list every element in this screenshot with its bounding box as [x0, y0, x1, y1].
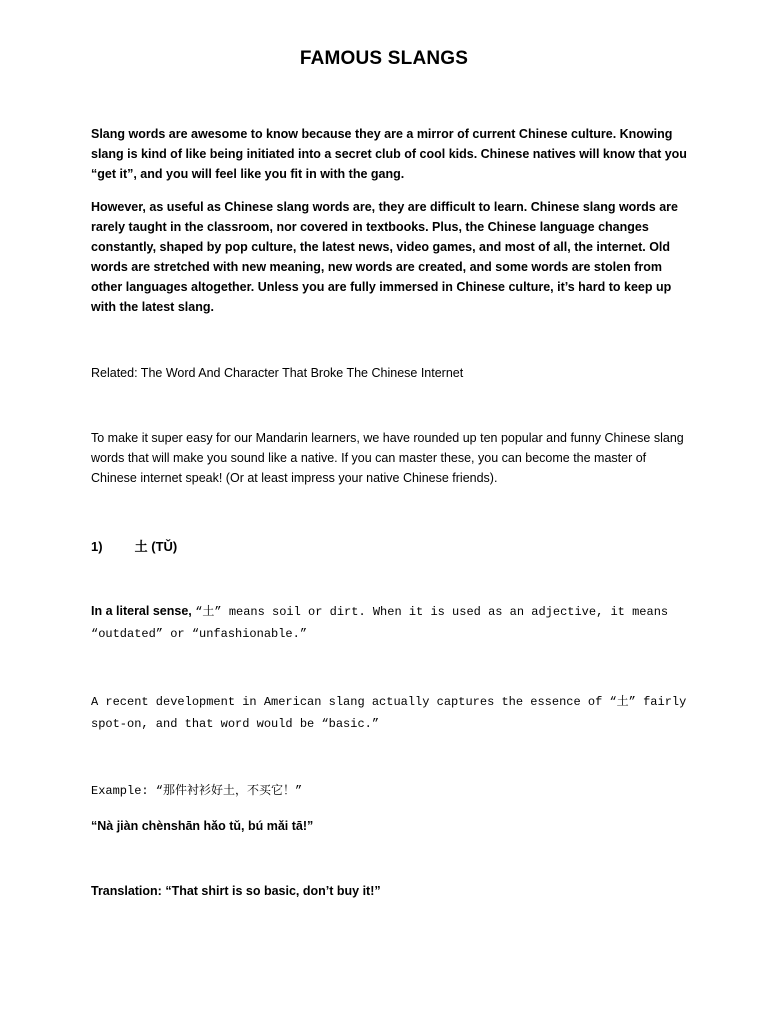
related-link-text: Related: The Word And Character That Broke The Chinese Internet [91, 366, 464, 380]
document-title: FAMOUS SLANGS [299, 48, 469, 69]
difficulty-paragraph: However, as useful as Chinese slang words are, they are difficult to learn. Chinese slang words are rarely taught in the classroom, nor covered in textbooks. Plus, the Chinese language changes constantly, shaped by pop culture, the latest news, video games, and most of all, the internet. Old words are stretched with new meaning, new words are created, and some words are stolen from other languages altogether. Unless you are fully immersed in Chinese culture, it’s hard to keep up with the latest slang. [91, 200, 678, 314]
example-sentence: Example: “那件衬衫好土，不买它！” [91, 784, 303, 798]
translation-sentence: Translation: “That shirt is so basic, don’t buy it!” [91, 884, 381, 898]
literal-description: “土” means soil or dirt. When it is used as an adjective, it means “outdated” or “unfashionable.” [91, 605, 669, 641]
intro-paragraph: Slang words are awesome to know because they are a mirror of current Chinese culture. Knowing slang is kind of like being initiated into a secret club of cool kids. Chinese natives will know that you “get it”, and you will feel like you fit in with the gang. [91, 127, 687, 181]
literal-prefix: In a literal sense, [91, 604, 196, 618]
recent-development-paragraph: A recent development in American slang actually captures the essence of “土” fairly spot-on, and that word would be “basic.” [91, 695, 687, 731]
roundup-paragraph: To make it super easy for our Mandarin learners, we have rounded up ten popular and funny Chinese slang words that will make you sound like a native. If you can master these, you can become the master of Chinese internet speak! (Or at least impress your native Chinese friends). [91, 431, 684, 485]
slang-number: 1) [91, 539, 103, 554]
literal-meaning-paragraph [91, 601, 691, 645]
pinyin-sentence: “Nà jiàn chènshān hǎo tǔ, bú mǎi tā!” [91, 819, 314, 833]
slang-heading-1 [91, 536, 177, 555]
slang-word: 土 (TǓ) [134, 539, 178, 554]
